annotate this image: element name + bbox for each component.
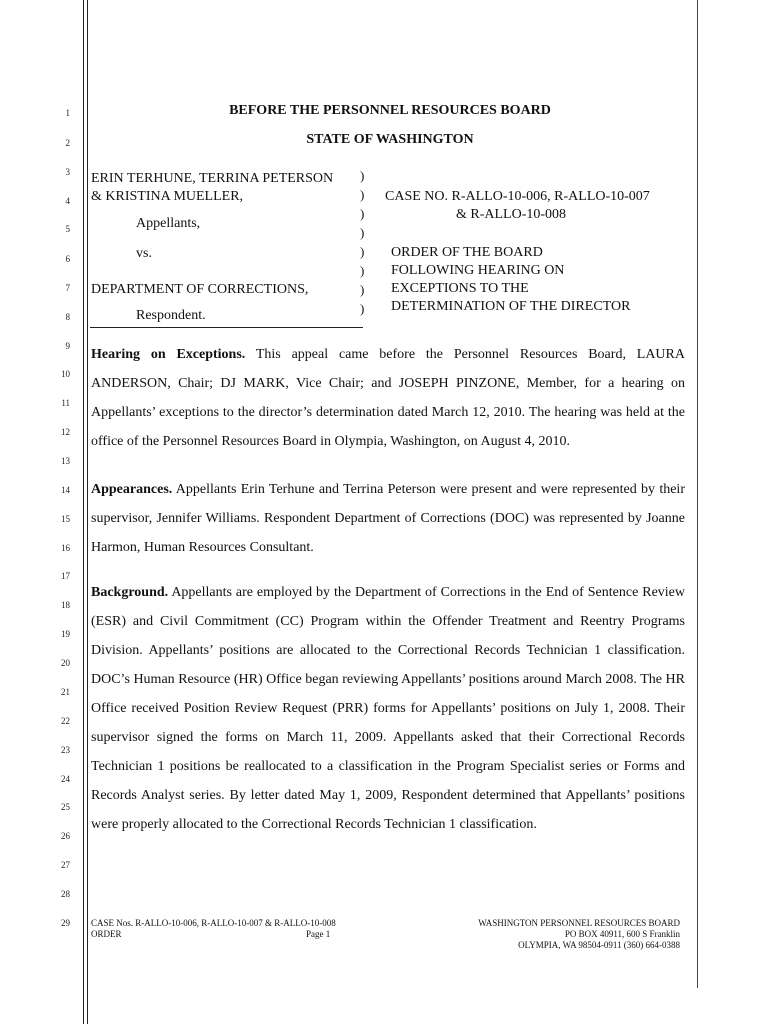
line-number: 22 [61, 716, 70, 726]
appellants-names-line2: & KRISTINA MUELLER, [91, 189, 244, 204]
paren: ) [360, 282, 365, 297]
respondent-name: DEPARTMENT OF CORRECTIONS, [91, 282, 309, 297]
hearing-paragraph [91, 340, 685, 456]
paren: ) [360, 187, 365, 202]
line-number: 12 [61, 427, 70, 437]
order-title-line1: ORDER OF THE BOARD [391, 245, 543, 260]
hearing-text: This appeal came before the Personnel Resources Board, LAURA ANDERSON, Chair; DJ MARK, Vice Chair; and JOSEPH PINZONE, Member, for a hearing on Appellants’ exceptions to the director’s determination dated March 12, 2010. The hearing was held at the office of the Personnel Resources Board in Olympia, Washington, on August 4, 2010. [91, 347, 685, 449]
appearances-heading: Appearances. [91, 482, 173, 497]
board-title: BEFORE THE PERSONNEL RESOURCES BOARD [229, 103, 551, 118]
state-title: STATE OF WASHINGTON [306, 132, 474, 147]
footer-order-label: ORDER [91, 929, 122, 939]
paren: ) [360, 263, 365, 278]
line-number: 17 [61, 571, 70, 581]
line-number: 21 [61, 687, 70, 697]
case-number-line1: CASE NO. R-ALLO-10-006, R-ALLO-10-007 [385, 189, 650, 204]
hearing-heading: Hearing on Exceptions. [91, 347, 246, 362]
line-number: 11 [61, 398, 70, 408]
line-number: 25 [61, 802, 70, 812]
line-number: 3 [65, 167, 70, 177]
line-number: 13 [61, 456, 70, 466]
page-number: Page 1 [306, 929, 331, 939]
line-number: 6 [65, 254, 70, 264]
background-heading: Background. [91, 585, 169, 600]
line-number: 16 [61, 543, 70, 553]
appellants-names-line1: ERIN TERHUNE, TERRINA PETERSON [91, 171, 334, 186]
line-number: 4 [65, 196, 70, 206]
appearances-paragraph [91, 475, 685, 562]
line-number: 1 [65, 108, 70, 118]
right-margin-rule [697, 0, 698, 988]
paren: ) [360, 244, 365, 259]
line-number: 19 [61, 629, 70, 639]
appellants-label: Appellants, [136, 216, 201, 231]
paren: ) [360, 206, 365, 221]
line-number: 5 [65, 224, 70, 234]
caption-parentheses [360, 166, 370, 318]
line-number: 15 [61, 514, 70, 524]
order-title-line2: FOLLOWING HEARING ON [391, 263, 565, 278]
line-number: 7 [65, 283, 70, 293]
order-title-line3: EXCEPTIONS TO THE [391, 281, 529, 296]
line-number: 27 [61, 860, 70, 870]
line-number: 18 [61, 600, 70, 610]
line-number: 28 [61, 889, 70, 899]
footer-address: PO BOX 40911, 600 S Franklin [564, 929, 680, 939]
line-number: 10 [61, 369, 70, 379]
line-number: 14 [61, 485, 70, 495]
paren: ) [360, 168, 365, 183]
appearances-text: Appellants Erin Terhune and Terrina Peterson were present and were represented by their supervisor, Jennifer Williams. Respondent Department of Corrections (DOC) was represented by Joanne Harmon, Human Resources Consultant. [91, 482, 685, 555]
background-text: Appellants are employed by the Department of Corrections in the End of Sentence Review (ESR) and Civil Commitment (CC) Program within the Offender Treatment and Reentry Programs Division. Appellants’ positions are allocated to the Correctional Records Technician 1 classification. DOC’s Human Resource (HR) Office began reviewing Appellants’ positions around March 2008. The HR Office received Position Review Request (PRR) forms for Appellants’ positions on July 1, 2008. Their supervisor signed the forms on March 11, 2009. Appellants asked that their Correctional Records Technician 1 positions be reallocated to a classification in the Program Specialist series or Forms and Records Analyst series. By letter dated May 1, 2009, Respondent determined that Appellants’ positions were properly allocated to the Correctional Records Technician 1 classification. [91, 585, 685, 832]
line-number: 26 [61, 831, 70, 841]
order-title-line4: DETERMINATION OF THE DIRECTOR [391, 299, 631, 314]
caption-underline [90, 327, 363, 328]
versus-label: vs. [136, 246, 152, 261]
respondent-label: Respondent. [136, 308, 206, 323]
left-margin-rule-inner [87, 0, 88, 1024]
background-paragraph [91, 578, 685, 839]
paren: ) [360, 301, 365, 316]
paren: ) [360, 225, 365, 240]
line-number: 20 [61, 658, 70, 668]
line-number: 9 [65, 341, 70, 351]
footer-board-name: WASHINGTON PERSONNEL RESOURCES BOARD [478, 918, 680, 928]
case-number-line2: & R-ALLO-10-008 [456, 207, 567, 222]
footer-case-numbers: CASE Nos. R-ALLO-10-006, R-ALLO-10-007 & R-ALLO-10-008 [91, 918, 336, 928]
footer-city-phone: OLYMPIA, WA 98504-0911 (360) 664-0388 [518, 940, 680, 950]
line-number: 2 [65, 138, 70, 148]
line-number: 24 [61, 774, 70, 784]
line-number: 23 [61, 745, 70, 755]
line-number: 29 [61, 918, 70, 928]
left-margin-rule [83, 0, 84, 1024]
line-number: 8 [65, 312, 70, 322]
